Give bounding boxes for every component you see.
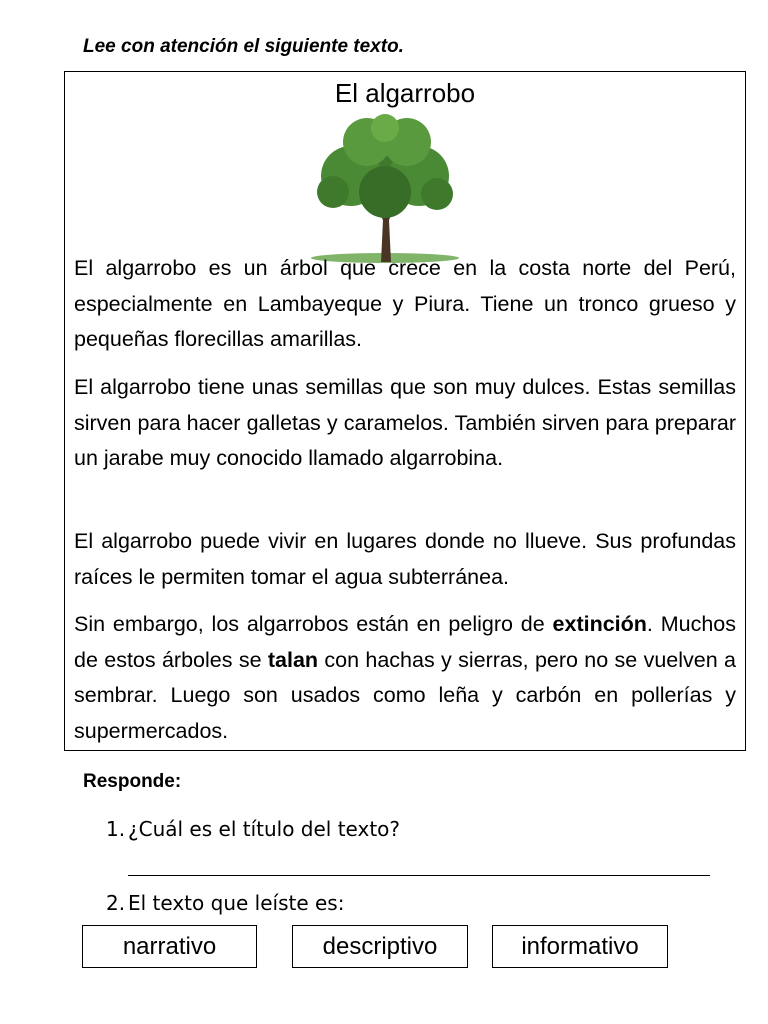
paragraph-2: El algarrobo tiene unas semillas que son muy dulces. Estas semillas sirven para hacer galletas y caramelos. También sirven para preparar un jarabe muy conocido llamado algarrobina.	[74, 375, 736, 470]
option-informativo[interactable]: informativo	[492, 925, 668, 968]
paragraph-4	[74, 607, 736, 749]
instruction-text: Lee con atención el siguiente texto.	[83, 36, 404, 57]
reading-box	[64, 71, 746, 751]
term-talan: talan	[267, 647, 319, 672]
paragraph-3: El algarrobo puede vivir en lugares donde no llueve. Sus profundas raíces le permiten tomar el agua subterránea.	[74, 529, 736, 589]
term-extincion: extinción	[552, 612, 647, 636]
responde-label: Responde:	[83, 771, 182, 792]
question-2	[106, 891, 344, 915]
question-2-text: El texto que leíste es:	[128, 891, 345, 915]
paragraph-4-part3: con hachas y sierras, pero no se vuelven a sembrar. Luego son usados como leña y carbón en pollerías y supermercados.	[74, 647, 736, 743]
question-1-text: ¿Cuál es el título del texto?	[128, 817, 401, 841]
option-narrativo[interactable]: narrativo	[82, 925, 257, 968]
reading-title: El algarrobo	[334, 78, 476, 108]
question-1	[106, 817, 400, 841]
paragraph-4-part1: Sin embargo, los algarrobos están en peligro de	[74, 612, 553, 636]
question-2-number: 2.	[106, 891, 126, 915]
tree-icon	[307, 112, 463, 264]
option-descriptivo[interactable]: descriptivo	[292, 925, 468, 968]
paragraph-1: El algarrobo es un árbol que crece en la costa norte del Perú, especialmente en Lambayeque y Piura. Tiene un tronco grueso y pequeñas florecillas amarillas.	[74, 256, 736, 351]
question-1-number: 1.	[106, 817, 126, 841]
paragraph-4-part2: . Muchos de estos árboles se	[74, 612, 736, 672]
answer-line[interactable]	[128, 875, 710, 876]
